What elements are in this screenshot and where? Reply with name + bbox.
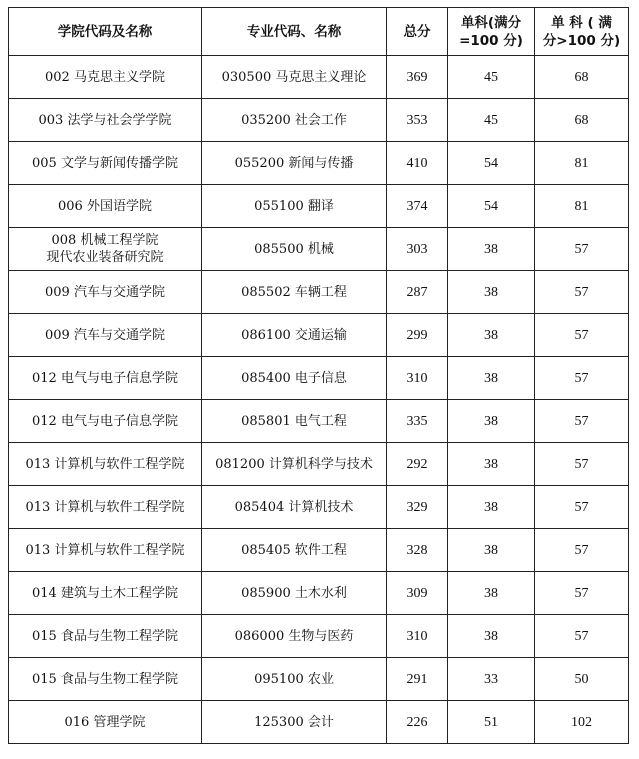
single-subject-over-100-cell: 57 xyxy=(535,486,629,529)
major-cell: 035200 社会工作 xyxy=(202,99,387,142)
college-cell xyxy=(9,142,202,185)
college-cell xyxy=(9,185,202,228)
total-score-cell: 310 xyxy=(387,615,448,658)
total-score-cell: 287 xyxy=(387,271,448,314)
single-subject-over-100-cell: 81 xyxy=(535,142,629,185)
table-row xyxy=(9,529,629,572)
college-cell xyxy=(9,271,202,314)
college-name: 006 外国语学院 xyxy=(58,198,152,214)
major-cell: 085900 土木水利 xyxy=(202,572,387,615)
total-score-cell: 374 xyxy=(387,185,448,228)
college-cell xyxy=(9,357,202,400)
college-cell xyxy=(9,443,202,486)
single-subject-over-100-cell: 57 xyxy=(535,228,629,271)
single-subject-100-cell: 38 xyxy=(448,529,535,572)
table-row xyxy=(9,142,629,185)
total-score-cell: 291 xyxy=(387,658,448,701)
college-cell xyxy=(9,572,202,615)
major-cell: 085502 车辆工程 xyxy=(202,271,387,314)
table-row xyxy=(9,701,629,744)
major-cell: 085400 电子信息 xyxy=(202,357,387,400)
total-score-cell: 369 xyxy=(387,56,448,99)
single-subject-over-100-cell: 102 xyxy=(535,701,629,744)
table-row xyxy=(9,99,629,142)
single-subject-100-cell: 38 xyxy=(448,572,535,615)
college-cell xyxy=(9,615,202,658)
college-cell xyxy=(9,658,202,701)
college-name: 009 汽车与交通学院 xyxy=(45,327,165,343)
table-row xyxy=(9,185,629,228)
single-subject-over-100-cell: 57 xyxy=(535,615,629,658)
major-cell: 030500 马克思主义理论 xyxy=(202,56,387,99)
table-row xyxy=(9,314,629,357)
college-name: 现代农业装备研究院 xyxy=(46,250,164,265)
header-single-100 xyxy=(448,8,535,56)
college-name: 014 建筑与土木工程学院 xyxy=(32,585,178,601)
single-subject-100-cell: 33 xyxy=(448,658,535,701)
single-subject-100-cell: 38 xyxy=(448,228,535,271)
college-name: 015 食品与生物工程学院 xyxy=(32,628,178,644)
table-row xyxy=(9,228,629,271)
single-subject-over-100-cell: 57 xyxy=(535,529,629,572)
single-subject-100-cell: 38 xyxy=(448,271,535,314)
major-cell: 085500 机械 xyxy=(202,228,387,271)
total-score-cell: 353 xyxy=(387,99,448,142)
header-single-over-100 xyxy=(535,8,629,56)
single-subject-over-100-cell: 81 xyxy=(535,185,629,228)
college-name: 013 计算机与软件工程学院 xyxy=(25,499,185,515)
table-row xyxy=(9,615,629,658)
single-subject-over-100-cell: 57 xyxy=(535,443,629,486)
total-score-cell: 303 xyxy=(387,228,448,271)
table-row xyxy=(9,271,629,314)
major-cell: 086100 交通运输 xyxy=(202,314,387,357)
college-name: 008 机械工程学院 xyxy=(51,233,159,248)
header-single-100-line2: =100 分) xyxy=(459,32,523,49)
college-cell xyxy=(9,701,202,744)
single-subject-over-100-cell: 57 xyxy=(535,572,629,615)
single-subject-100-cell: 38 xyxy=(448,314,535,357)
major-cell: 055100 翻译 xyxy=(202,185,387,228)
single-subject-over-100-cell: 68 xyxy=(535,99,629,142)
college-cell xyxy=(9,529,202,572)
total-score-cell: 335 xyxy=(387,400,448,443)
header-college: 学院代码及名称 xyxy=(9,8,202,56)
header-row xyxy=(9,8,629,56)
single-subject-over-100-cell: 57 xyxy=(535,314,629,357)
major-cell: 086000 生物与医药 xyxy=(202,615,387,658)
college-cell xyxy=(9,314,202,357)
single-subject-100-cell: 38 xyxy=(448,486,535,529)
table-row xyxy=(9,572,629,615)
single-subject-over-100-cell: 57 xyxy=(535,357,629,400)
college-cell xyxy=(9,56,202,99)
college-cell xyxy=(9,99,202,142)
college-name: 013 计算机与软件工程学院 xyxy=(25,456,185,472)
major-cell: 085405 软件工程 xyxy=(202,529,387,572)
header-major: 专业代码、名称 xyxy=(202,8,387,56)
header-single-over-line2: 分>100 分) xyxy=(542,32,621,49)
single-subject-100-cell: 54 xyxy=(448,185,535,228)
total-score-cell: 292 xyxy=(387,443,448,486)
table-row xyxy=(9,357,629,400)
major-cell: 085801 电气工程 xyxy=(202,400,387,443)
single-subject-100-cell: 38 xyxy=(448,400,535,443)
major-cell: 125300 会计 xyxy=(202,701,387,744)
table-row xyxy=(9,486,629,529)
total-score-cell: 299 xyxy=(387,314,448,357)
total-score-cell: 410 xyxy=(387,142,448,185)
single-subject-100-cell: 45 xyxy=(448,56,535,99)
table-row xyxy=(9,443,629,486)
table-header xyxy=(9,8,629,56)
college-name: 009 汽车与交通学院 xyxy=(45,284,165,300)
college-name: 016 管理学院 xyxy=(64,714,146,730)
header-single-over-line1: 单 科 ( 满 xyxy=(551,14,612,31)
table-row xyxy=(9,400,629,443)
single-subject-100-cell: 54 xyxy=(448,142,535,185)
college-name: 013 计算机与软件工程学院 xyxy=(25,542,185,558)
header-total: 总分 xyxy=(387,8,448,56)
major-cell: 081200 计算机科学与技术 xyxy=(202,443,387,486)
total-score-cell: 328 xyxy=(387,529,448,572)
college-cell xyxy=(9,486,202,529)
college-name: 012 电气与电子信息学院 xyxy=(32,370,178,386)
college-name: 012 电气与电子信息学院 xyxy=(32,413,178,429)
major-cell: 055200 新闻与传播 xyxy=(202,142,387,185)
college-name: 002 马克思主义学院 xyxy=(45,69,165,85)
total-score-cell: 310 xyxy=(387,357,448,400)
college-name: 003 法学与社会学学院 xyxy=(38,112,172,128)
major-cell: 095100 农业 xyxy=(202,658,387,701)
single-subject-100-cell: 38 xyxy=(448,615,535,658)
single-subject-100-cell: 51 xyxy=(448,701,535,744)
score-table xyxy=(8,7,629,744)
header-single-100-line1: 单科(满分 xyxy=(460,14,522,31)
table-row xyxy=(9,658,629,701)
college-name: 005 文学与新闻传播学院 xyxy=(32,155,178,171)
total-score-cell: 226 xyxy=(387,701,448,744)
single-subject-100-cell: 38 xyxy=(448,357,535,400)
major-cell: 085404 计算机技术 xyxy=(202,486,387,529)
college-cell xyxy=(9,400,202,443)
total-score-cell: 329 xyxy=(387,486,448,529)
single-subject-over-100-cell: 57 xyxy=(535,400,629,443)
single-subject-over-100-cell: 68 xyxy=(535,56,629,99)
college-name: 015 食品与生物工程学院 xyxy=(32,671,178,687)
college-cell xyxy=(9,228,202,271)
table-body xyxy=(9,56,629,744)
single-subject-100-cell: 45 xyxy=(448,99,535,142)
single-subject-100-cell: 38 xyxy=(448,443,535,486)
table-row xyxy=(9,56,629,99)
single-subject-over-100-cell: 57 xyxy=(535,271,629,314)
total-score-cell: 309 xyxy=(387,572,448,615)
single-subject-over-100-cell: 50 xyxy=(535,658,629,701)
